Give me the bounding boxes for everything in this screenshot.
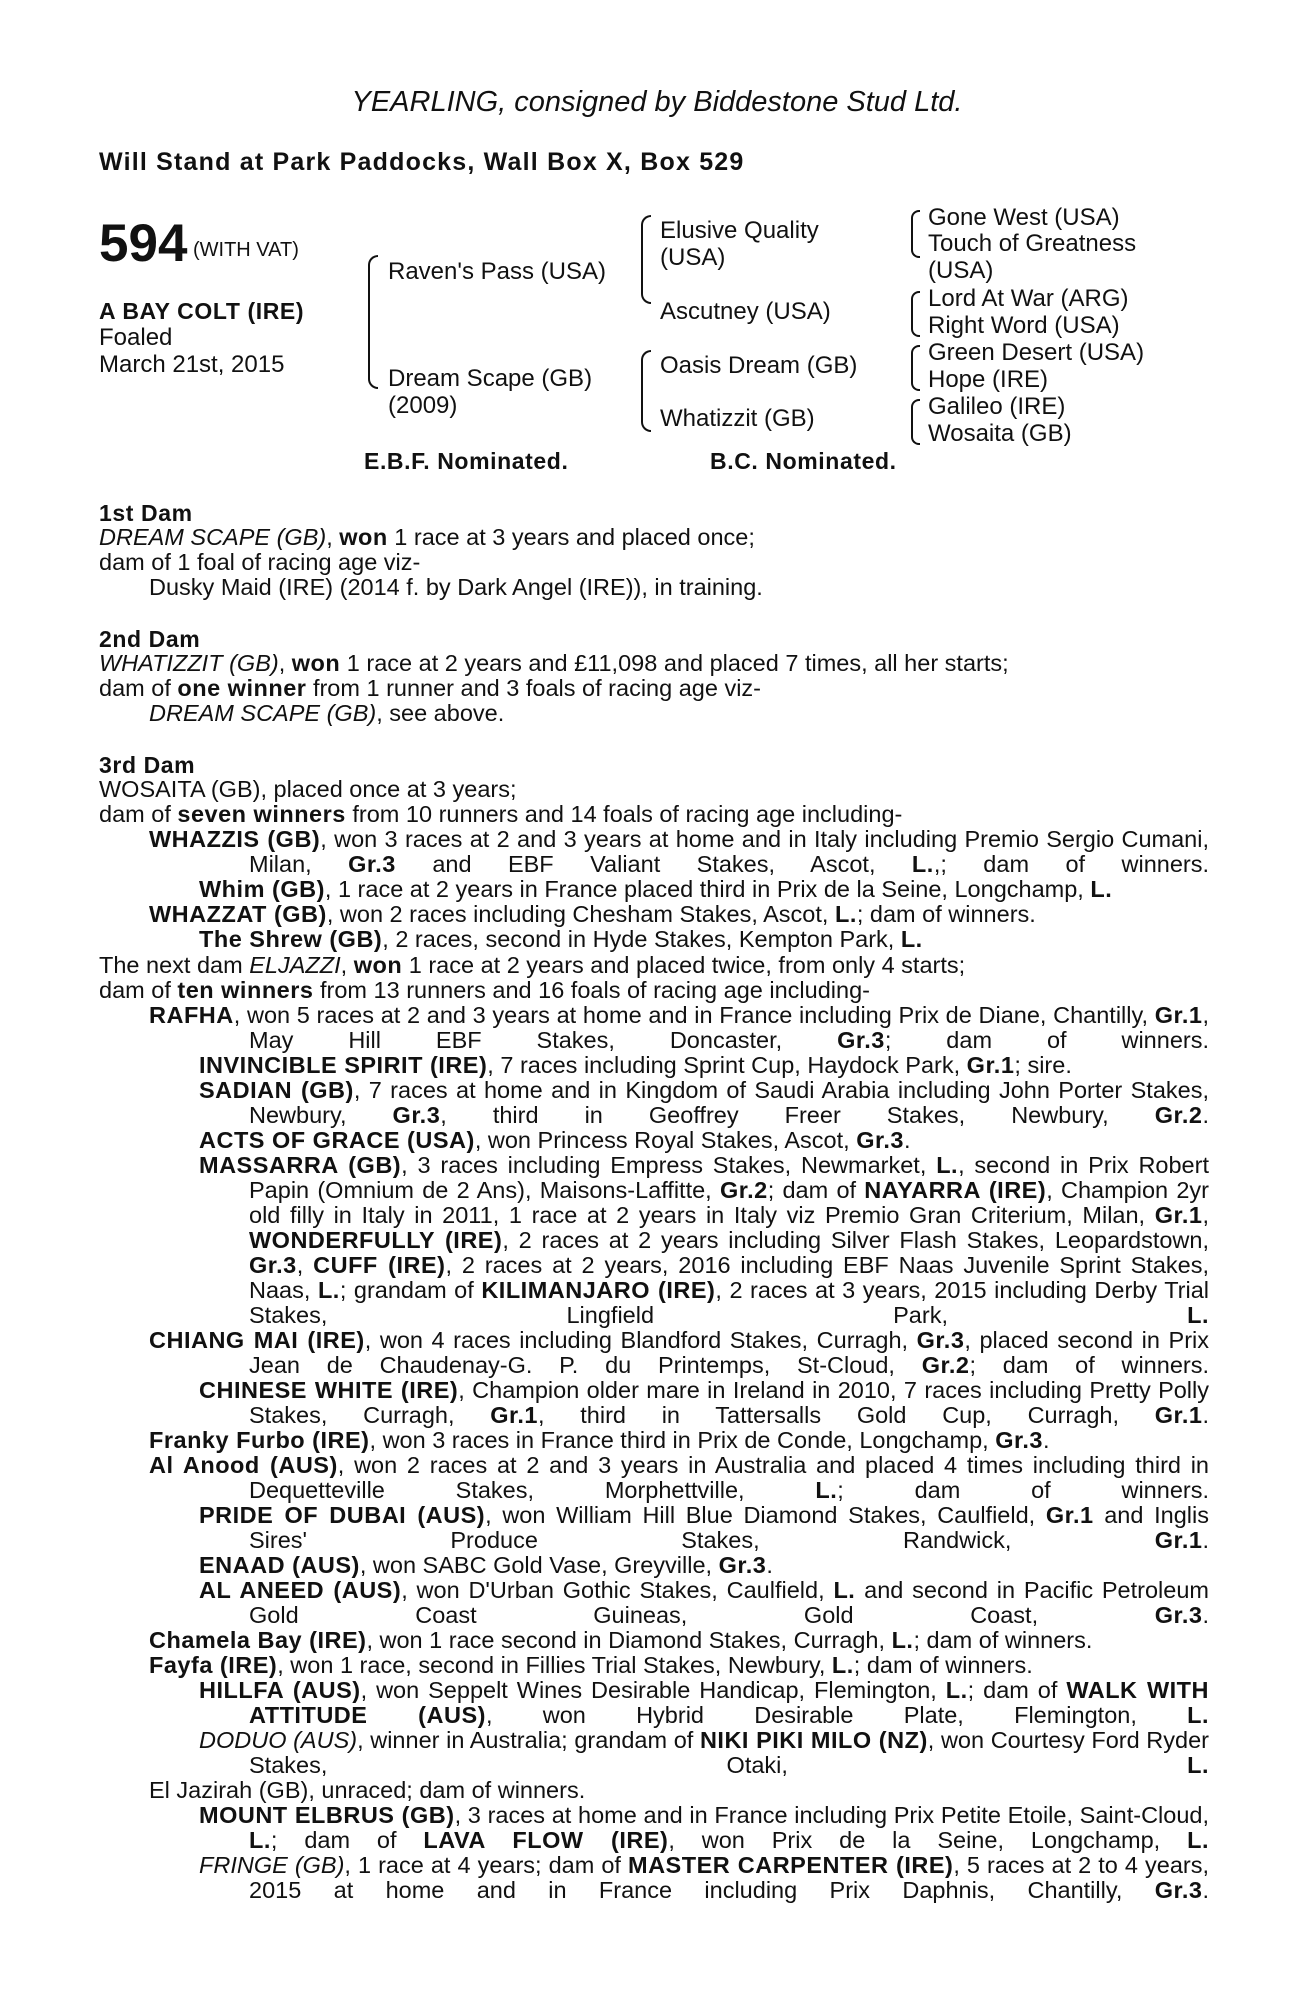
horse-name: PRIDE OF DUBAI (AUS) (199, 1502, 486, 1528)
text: ; dam of winners. (913, 1627, 1093, 1653)
grade: L. (945, 1677, 968, 1703)
horse-name: Al Anood (AUS) (149, 1452, 338, 1478)
vat-label: (WITH VAT) (193, 239, 299, 261)
horse-name: ACTS OF GRACE (USA) (199, 1127, 475, 1153)
text: . (766, 1552, 773, 1578)
grade: Gr.3 (1154, 1877, 1203, 1903)
horse-name: INVINCIBLE SPIRIT (IRE) (199, 1052, 488, 1078)
grade: Gr.3 (916, 1327, 965, 1353)
horse-name: RAFHA (149, 1002, 234, 1028)
horse-name: DREAM SCAPE (GB) (149, 700, 377, 726)
horse-name: SADIAN (GB) (199, 1077, 354, 1103)
progeny-entry (99, 1078, 1209, 1128)
text: dam of (99, 675, 178, 701)
text: ; grandam of (339, 1277, 482, 1303)
dam-name: ELJAZZI (249, 952, 341, 978)
grade: L. (1090, 876, 1113, 902)
foaled-label: Foaled (99, 324, 173, 351)
pedigree-gg6: Hope (IRE) (928, 366, 1049, 393)
text: and EBF Valiant Stakes, Ascot, (395, 851, 912, 877)
text: , 2 races at 3 years, 2015 including Derby Trial Stakes, Lingfield Park, (249, 1277, 1210, 1328)
grade: Gr.3 (348, 851, 396, 877)
pedigree-gg1: Gone West (USA) (928, 204, 1120, 231)
third-dam-line (99, 802, 1209, 827)
text: . (1202, 1527, 1209, 1553)
grade: L. (1187, 1702, 1210, 1728)
horse-name: Chamela Bay (IRE) (149, 1627, 367, 1653)
text: 1 race at 2 years and placed twice, from only 4 starts; (402, 952, 966, 978)
horse-name: NAYARRA (IRE) (864, 1177, 1047, 1203)
progeny-entry (99, 927, 1209, 952)
pedigree-gg2: Touch of Greatness (928, 230, 1137, 257)
text: , won 3 races at 2 and 3 years at home and in Italy including Premio Sergio Cumani, Milan, (249, 826, 1209, 877)
grade: L. (834, 901, 857, 927)
text: ; dam of winners. (837, 1477, 1209, 1503)
lot-number: 594 (99, 214, 188, 273)
next-dam-section (99, 953, 1209, 1903)
progeny-entry (99, 1378, 1209, 1428)
progeny-entry (99, 1053, 1209, 1078)
pedigree-dam-sire: Oasis Dream (GB) (660, 352, 858, 379)
horse-name: AL ANEED (AUS) (199, 1577, 402, 1603)
text: , 7 races including Sprint Cup, Haydock Park, (487, 1052, 967, 1078)
text: , won William Hill Blue Diamond Stakes, Caulfield, (485, 1502, 1046, 1528)
horse-name: CHINESE WHITE (IRE) (199, 1377, 459, 1403)
text: , third in Geoffrey Freer Stakes, Newbury, (440, 1102, 1155, 1128)
dam-line-bracket (641, 350, 651, 432)
grade: Gr.3 (995, 1427, 1043, 1453)
second-dam-section (99, 651, 1209, 726)
grade: Gr.3 (856, 1127, 904, 1153)
progeny-entry (99, 1553, 1209, 1578)
progeny-entry (99, 1678, 1209, 1728)
horse-name: LAVA FLOW (IRE) (423, 1827, 669, 1853)
grade: L. (1187, 1827, 1209, 1853)
pedigree-sire-dam: Ascutney (USA) (660, 298, 831, 325)
next-dam-line (99, 978, 1209, 1003)
progeny-entry (99, 1503, 1209, 1553)
second-dam-line (99, 676, 1209, 701)
grade: L. (1187, 1752, 1209, 1778)
progeny-entry (99, 1803, 1209, 1853)
stand-location: Will Stand at Park Paddocks, Wall Box X, Box 529 (99, 148, 745, 176)
grade: Gr.2 (719, 1177, 768, 1203)
text: ; dam of winners. (853, 1652, 1033, 1678)
grade: Gr.3 (392, 1102, 441, 1128)
text: , won SABC Gold Vase, Greyville, (359, 1552, 719, 1578)
horse-name: MASSARRA (GB) (199, 1152, 402, 1178)
won-label: won (291, 650, 341, 676)
text: , 7 races at home and in Kingdom of Saudi Arabia including John Porter Stakes, Newbury, (249, 1077, 1209, 1128)
text: , won 3 races in France third in Prix de Conde, Longchamp, (369, 1427, 996, 1453)
text: , won Princess Royal Stakes, Ascot, (474, 1127, 857, 1153)
text: . (1042, 1427, 1050, 1453)
text: . (1202, 1402, 1209, 1428)
horse-name: WHAZZAT (GB) (149, 901, 327, 927)
progeny-entry (99, 1328, 1209, 1378)
dam-name: DREAM SCAPE (GB) (99, 524, 327, 550)
grade: Gr.2 (921, 1352, 970, 1378)
text: The next dam (99, 952, 250, 978)
pedigree-gg2-country: (USA) (928, 257, 994, 284)
grade: Gr.3 (1154, 1602, 1203, 1628)
pedigree-sire: Raven's Pass (USA) (388, 258, 606, 285)
text: , 3 races including Empress Stakes, Newmarket, (401, 1152, 937, 1178)
text: , placed second in Prix Jean de Chaudenay-G. P. du Printemps, St-Cloud, (249, 1327, 1209, 1378)
grade: L. (815, 1477, 838, 1503)
third-dam-heading: 3rd Dam (99, 752, 196, 778)
horse-name: HILLFA (AUS) (199, 1677, 361, 1703)
grade: L. (831, 1652, 854, 1678)
progeny-entry: El Jazirah (GB), unraced; dam of winners. (149, 1777, 586, 1803)
text: and second in Pacific Petroleum Gold Coast Guineas, Gold Coast, (249, 1577, 1209, 1628)
text: , 1 race at 4 years; dam of (344, 1852, 628, 1878)
pedigree-gg7: Galileo (IRE) (928, 393, 1066, 420)
pedigree-dam: Dream Scape (GB) (388, 365, 593, 392)
won-label: won (353, 952, 403, 978)
progeny-entry (99, 1128, 1209, 1153)
text: from 13 runners and 16 foals of racing age including- (313, 977, 870, 1003)
text: , winner in Australia; grandam of (357, 1727, 700, 1753)
won-label: won (339, 524, 388, 550)
text: , won 2 races including Chesham Stakes, Ascot, (326, 901, 835, 927)
progeny-entry (99, 827, 1209, 877)
progeny-entry (99, 1428, 1209, 1453)
text: , (296, 1252, 314, 1278)
horse-name: ENAAD (AUS) (199, 1552, 360, 1578)
text: , won 1 race second in Diamond Stakes, Curragh, (366, 1627, 892, 1653)
text: , see above. (376, 700, 505, 726)
text: from 1 runner and 3 foals of racing age viz- (306, 675, 761, 701)
horse-name: WONDERFULLY (IRE) (249, 1227, 503, 1253)
text: , (340, 952, 354, 978)
second-dam-line: WHATIZZIT (GB), won 1 race at 2 years and £11,098 and placed 7 times, all her starts; (99, 650, 1009, 676)
horse-name: Whim (GB) (199, 876, 325, 902)
pedigree-dam-year: (2009) (388, 392, 458, 419)
horse-name: CUFF (IRE) (313, 1252, 446, 1278)
text: , 5 races at 2 to 4 years, 2015 at home and in France including Prix Daphnis, Chantilly, (249, 1852, 1209, 1903)
text: and Inglis Sires' Produce Stakes, Randwick, (249, 1502, 1209, 1553)
horse-name: MASTER CARPENTER (IRE) (628, 1852, 954, 1878)
progeny-entry (99, 1453, 1209, 1503)
grade: L. (833, 1577, 856, 1603)
horse-name: WHAZZIS (GB) (149, 826, 321, 852)
text: 1 race at 3 years and placed once; (387, 524, 755, 550)
text: dam of (99, 801, 178, 827)
first-dam-section (99, 525, 1209, 600)
text: dam of (99, 977, 178, 1003)
text: , won Courtesy Ford Ryder Stakes, Otaki, (249, 1727, 1209, 1778)
progeny-entry (99, 1578, 1209, 1628)
progeny-entry (99, 902, 1209, 927)
bracket-g12 (911, 210, 920, 258)
horse-name: KILIMANJARO (IRE) (481, 1277, 716, 1303)
horse-name: Fayfa (IRE) (149, 1652, 278, 1678)
third-dam-section (99, 777, 1209, 952)
third-dam-line: WOSAITA (GB), placed once at 3 years; (99, 776, 517, 802)
horse-name: WALK WITH ATTITUDE (AUS) (249, 1677, 1210, 1728)
text: , 3 races at home and in France including Prix Petite Etoile, Saint-Cloud, (454, 1802, 1210, 1828)
pedigree-gg4: Right Word (USA) (928, 312, 1120, 339)
pedigree-gg5: Green Desert (USA) (928, 339, 1145, 366)
text: , Champion older mare in Ireland in 2010, 7 races including Pretty Polly Stakes, Curragh, (249, 1377, 1210, 1428)
progeny-entry (99, 1628, 1209, 1653)
text: ; dam of (767, 1177, 865, 1203)
pedigree-gg3: Lord At War (ARG) (928, 285, 1129, 312)
progeny-entry (99, 1153, 1209, 1328)
grade: Gr.1 (1154, 1527, 1203, 1553)
text: , won Seppelt Wines Desirable Handicap, Flemington, (360, 1677, 946, 1703)
winners-count: one winner (177, 675, 307, 701)
text: ; dam of (270, 1827, 424, 1853)
text: , 2 races, second in Hyde Stakes, Kempton Park, (382, 926, 901, 952)
grade: L. (1187, 1302, 1209, 1328)
bc-nominated: B.C. Nominated. (710, 448, 897, 474)
winners-count: seven winners (177, 801, 346, 827)
grade: Gr.1 (966, 1052, 1015, 1078)
grade: Gr.1 (1045, 1502, 1094, 1528)
text: ; sire. (1014, 1052, 1072, 1078)
first-dam-line: dam of 1 foal of racing age viz- (99, 549, 421, 575)
progeny-entry (99, 1853, 1209, 1903)
text: , Champion 2yr old filly in Italy in 2011, 1 race at 2 years in Italy viz Premio Gran Criterium, Milan, (249, 1177, 1209, 1228)
text: , May Hill EBF Stakes, Doncaster, (249, 1002, 1209, 1053)
horse-name: DODUO (AUS) (199, 1727, 358, 1753)
bracket-g56 (911, 345, 920, 391)
grade: Gr.1 (1154, 1002, 1203, 1028)
bracket-g78 (911, 399, 920, 445)
first-dam-heading: 1st Dam (99, 500, 193, 526)
winners-count: ten winners (177, 977, 314, 1003)
text: ; dam of winners. (884, 1027, 1209, 1053)
text: , won Prix de la Seine, Longchamp, (668, 1827, 1188, 1853)
text: ; dam of (967, 1677, 1067, 1703)
consignor-line: YEARLING, consigned by Biddestone Stud Ltd. (351, 86, 963, 118)
foaled-date: March 21st, 2015 (99, 351, 285, 378)
second-dam-foal (99, 701, 1209, 726)
horse-name: NIKI PIKI MILO (NZ) (699, 1727, 928, 1753)
grade: Gr.1 (1154, 1202, 1203, 1228)
sire-dam-bracket (368, 255, 378, 389)
text: , won Hybrid Desirable Plate, Flemington, (485, 1702, 1188, 1728)
grade: L. (317, 1277, 340, 1303)
text: from 10 runners and 14 foals of racing age including- (345, 801, 903, 827)
next-dam-line (99, 953, 1209, 978)
grade: L. (891, 1627, 914, 1653)
text: . (1202, 1102, 1209, 1128)
grade: Gr.3 (718, 1552, 767, 1578)
ebf-nominated: E.B.F. Nominated. (364, 448, 569, 474)
grade: Gr.2 (1154, 1102, 1203, 1128)
text: , 1 race at 2 years in France placed third in Prix de la Seine, Longchamp, (324, 876, 1091, 902)
progeny-entry (99, 1728, 1209, 1778)
text: , won 2 races at 2 and 3 years in Australia and placed 4 times including third in Dequetteville Stakes, Morphettville, (249, 1452, 1209, 1503)
text: 1 race at 2 years and £11,098 and placed 7 times, all her starts; (340, 650, 1009, 676)
text: , won 5 races at 2 and 3 years at home and in France including Prix de Diane, Chantilly, (233, 1002, 1155, 1028)
grade: Gr.3 (837, 1027, 885, 1053)
progeny-entry (99, 1653, 1209, 1678)
first-dam-line: DREAM SCAPE (GB), won 1 race at 3 years and placed once; (99, 524, 755, 550)
pedigree-dam-dam: Whatizzit (GB) (660, 405, 815, 432)
text: ; dam of winners. (969, 1352, 1210, 1378)
horse-title: A BAY COLT (IRE) (99, 298, 305, 324)
text: , (1202, 1202, 1209, 1228)
second-dam-heading: 2nd Dam (99, 626, 201, 652)
text: , 2 races at 2 years, 2016 including EBF Naas Juvenile Sprint Stakes, Naas, (249, 1252, 1209, 1303)
grade: Gr.1 (490, 1402, 538, 1428)
text: . (1202, 1602, 1209, 1628)
dam-name: WHATIZZIT (GB) (99, 650, 279, 676)
text: , second in Prix Robert Papin (Omnium de 2 Ans), Maisons-Laffitte, (249, 1152, 1209, 1203)
grade: Gr.1 (1154, 1402, 1203, 1428)
horse-name: The Shrew (GB) (199, 926, 383, 952)
text: , 2 races at 2 years including Silver Flash Stakes, Leopardstown, (502, 1227, 1210, 1253)
bracket-g34 (911, 291, 920, 337)
horse-name: MOUNT ELBRUS (GB) (199, 1802, 455, 1828)
horse-name: FRINGE (GB) (199, 1852, 345, 1878)
pedigree-gg8: Wosaita (GB) (928, 420, 1072, 447)
text: , won D'Urban Gothic Stakes, Caulfield, (401, 1577, 834, 1603)
horse-name: Franky Furbo (IRE) (149, 1427, 370, 1453)
horse-name: CHIANG MAI (IRE) (149, 1327, 365, 1353)
text: , won 1 race, second in Fillies Trial Stakes, Newbury, (277, 1652, 832, 1678)
first-dam-foal: Dusky Maid (IRE) (2014 f. by Dark Angel (IRE)), in training. (149, 574, 763, 600)
grade: Gr.3 (249, 1252, 297, 1278)
text: . (903, 1127, 911, 1153)
sire-line-bracket (641, 215, 651, 304)
grade: L. (936, 1152, 959, 1178)
grade: L. (249, 1827, 271, 1853)
grade: L. (911, 851, 934, 877)
progeny-entry (99, 1003, 1209, 1053)
pedigree-sire-sire: Elusive Quality (660, 217, 819, 244)
text: , won 4 races including Blandford Stakes, Curragh, (364, 1327, 917, 1353)
pedigree-sire-sire-country: (USA) (660, 244, 726, 271)
text: ,; dam of winners. (933, 851, 1210, 877)
text: ; dam of winners. (856, 901, 1036, 927)
grade: L. (900, 926, 923, 952)
text: . (1202, 1877, 1209, 1903)
text: , third in Tattersalls Gold Cup, Curragh, (538, 1402, 1155, 1428)
progeny-entry (99, 877, 1209, 902)
